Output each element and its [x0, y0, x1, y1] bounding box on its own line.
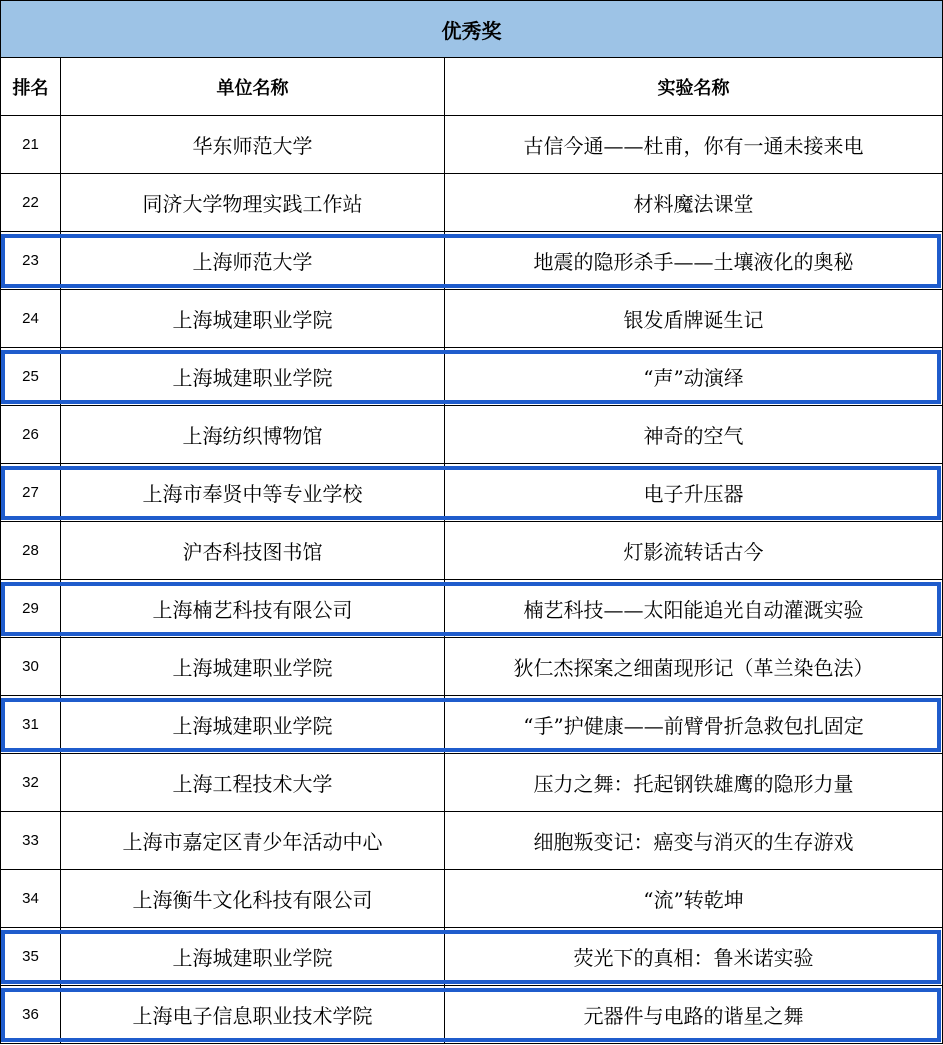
experiment-name-cell: 压力之舞：托起钢铁雄鹰的隐形力量: [445, 754, 943, 812]
rank-cell: 21: [0, 116, 61, 174]
experiment-name-cell: 灯影流转话古今: [445, 522, 943, 580]
experiment-name-cell: 狄仁杰探案之细菌现形记（革兰染色法）: [445, 638, 943, 696]
unit-name-cell: 沪杏科技图书馆: [61, 522, 445, 580]
rank-cell: 24: [0, 290, 61, 348]
unit-name-cell: 上海纺织博物馆: [61, 406, 445, 464]
rank-cell: 35: [0, 928, 61, 986]
table-row: [0, 348, 943, 406]
rank-cell: 36: [0, 986, 61, 1044]
table-row: [0, 464, 943, 522]
table-row: [0, 406, 943, 464]
unit-name-cell: 上海城建职业学院: [61, 638, 445, 696]
experiment-name-cell: 银发盾牌诞生记: [445, 290, 943, 348]
table-title: 优秀奖: [0, 0, 943, 58]
unit-name-cell: 上海电子信息职业技术学院: [61, 986, 445, 1044]
experiment-name-cell: 元器件与电路的谐星之舞: [445, 986, 943, 1044]
table-row: [0, 580, 943, 638]
rank-cell: 25: [0, 348, 61, 406]
unit-name-cell: 上海衡牛文化科技有限公司: [61, 870, 445, 928]
experiment-name-cell: “流”转乾坤: [445, 870, 943, 928]
unit-name-cell: 上海工程技术大学: [61, 754, 445, 812]
table-row: [0, 232, 943, 290]
experiment-name-cell: 电子升压器: [445, 464, 943, 522]
unit-name-cell: 上海楠艺科技有限公司: [61, 580, 445, 638]
table-row: [0, 928, 943, 986]
experiment-name-cell: 细胞叛变记：癌变与消灭的生存游戏: [445, 812, 943, 870]
table-row: [0, 986, 943, 1044]
rank-cell: 33: [0, 812, 61, 870]
header-rank: 排名: [0, 58, 61, 116]
unit-name-cell: 上海师范大学: [61, 232, 445, 290]
table-row: [0, 116, 943, 174]
experiment-name-cell: “声”动演绎: [445, 348, 943, 406]
rank-cell: 23: [0, 232, 61, 290]
rank-cell: 26: [0, 406, 61, 464]
unit-name-cell: 华东师范大学: [61, 116, 445, 174]
unit-name-cell: 上海城建职业学院: [61, 348, 445, 406]
rank-cell: 30: [0, 638, 61, 696]
table-row: [0, 812, 943, 870]
unit-name-cell: 上海市奉贤中等专业学校: [61, 464, 445, 522]
header-row: [0, 58, 943, 116]
rank-cell: 32: [0, 754, 61, 812]
unit-name-cell: 上海城建职业学院: [61, 696, 445, 754]
rank-cell: 27: [0, 464, 61, 522]
rank-cell: 29: [0, 580, 61, 638]
experiment-name-cell: 神奇的空气: [445, 406, 943, 464]
table-row: [0, 696, 943, 754]
rank-cell: 22: [0, 174, 61, 232]
header-unit-name: 单位名称: [61, 58, 445, 116]
experiment-name-cell: 古信今通——杜甫，你有一通未接来电: [445, 116, 943, 174]
table-row: [0, 290, 943, 348]
table-row: [0, 174, 943, 232]
unit-name-cell: 上海城建职业学院: [61, 290, 445, 348]
header-experiment-name: 实验名称: [445, 58, 943, 116]
rank-cell: 34: [0, 870, 61, 928]
unit-name-cell: 同济大学物理实践工作站: [61, 174, 445, 232]
table-row: [0, 754, 943, 812]
experiment-name-cell: 楠艺科技——太阳能追光自动灌溉实验: [445, 580, 943, 638]
table-row: [0, 638, 943, 696]
experiment-name-cell: 地震的隐形杀手——土壤液化的奥秘: [445, 232, 943, 290]
experiment-name-cell: 荧光下的真相：鲁米诺实验: [445, 928, 943, 986]
experiment-name-cell: 材料魔法课堂: [445, 174, 943, 232]
experiment-name-cell: “手”护健康——前臂骨折急救包扎固定: [445, 696, 943, 754]
unit-name-cell: 上海城建职业学院: [61, 928, 445, 986]
table-row: [0, 522, 943, 580]
rank-cell: 28: [0, 522, 61, 580]
table-row: [0, 870, 943, 928]
unit-name-cell: 上海市嘉定区青少年活动中心: [61, 812, 445, 870]
rank-cell: 31: [0, 696, 61, 754]
